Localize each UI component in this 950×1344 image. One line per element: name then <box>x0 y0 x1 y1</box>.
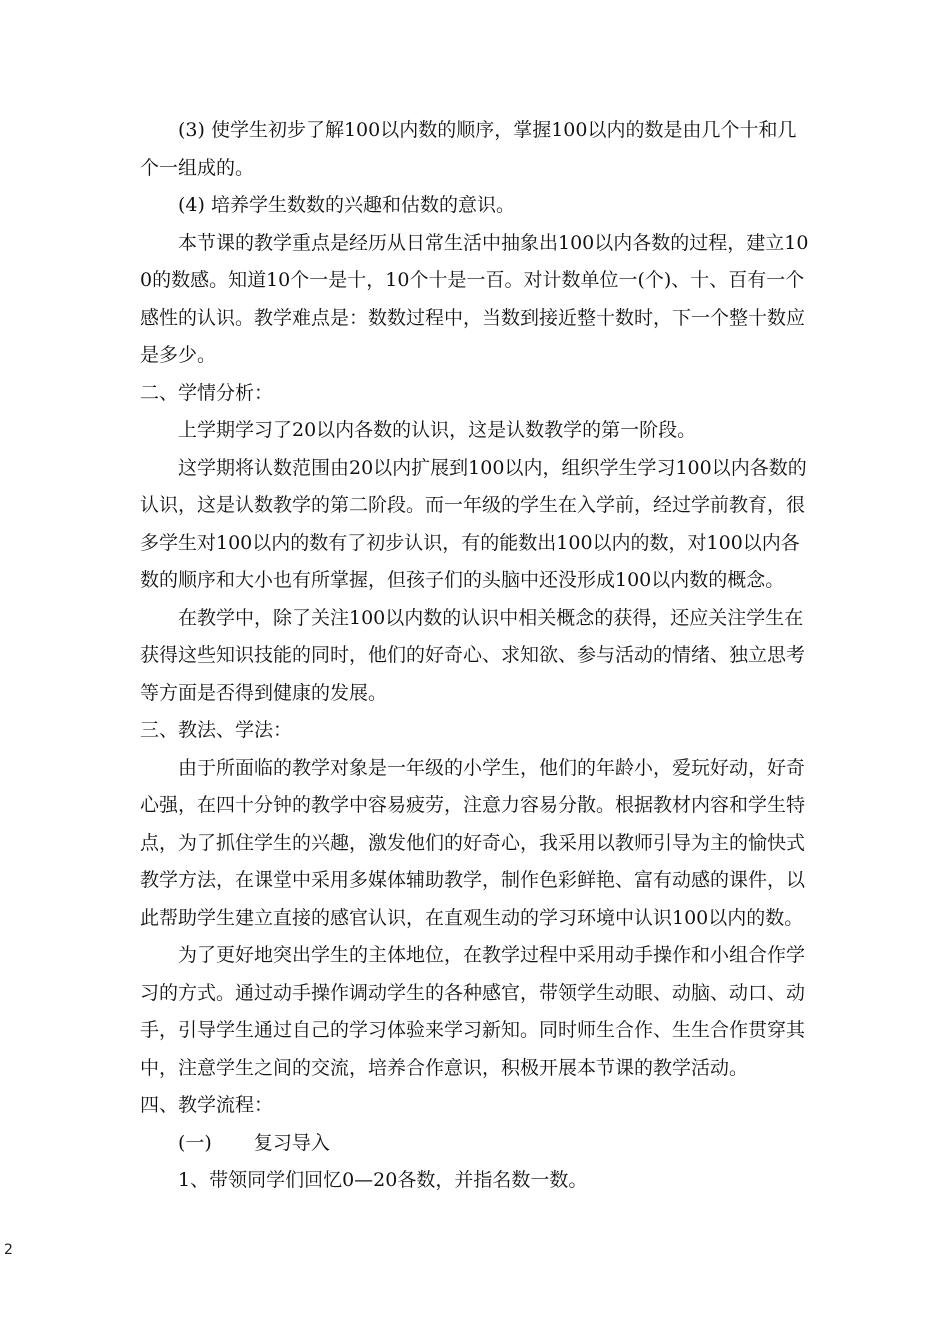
paragraph-line: 个一组成的。 <box>140 156 255 179</box>
paragraph-line: (4) 培养学生数数的兴趣和估数的意识。 <box>178 194 515 216</box>
paragraph-line: (3) 使学生初步了解100以内数的顺序，掌握100以内的数是由几个十和几 <box>178 119 797 141</box>
paragraph-line: 此帮助学生建立直接的感官认识，在直观生动的学习环境中认识100以内的数。 <box>140 906 804 929</box>
paragraph-line: 上学期学习了20以内各数的认识，这是认数教学的第一阶段。 <box>178 419 697 441</box>
paragraph-line: 认识，这是认数教学的第二阶段。而一年级的学生在入学前，经过学前教育，很 <box>140 494 806 516</box>
paragraph-line: 多学生对100以内的数有了初步认识，有的能数出100以内的数，对100以内各 <box>140 531 800 554</box>
paragraph-line: 中，注意学生之间的交流，培养合作意识，积极开展本节课的教学活动。 <box>140 1056 749 1079</box>
section-heading-teaching-methods: 三、教法、学法： <box>140 719 293 741</box>
subheading-number: (一) <box>178 1131 212 1154</box>
paragraph-line: 本节课的教学重点是经历从日常生活中抽象出100以内各数的过程，建立10 <box>178 231 809 254</box>
paragraph-line: 数的顺序和大小也有所掌握，但孩子们的头脑中还没形成100以内数的概念。 <box>140 569 785 591</box>
paragraph-line: 是多少。 <box>140 344 217 366</box>
paragraph-line: 习的方式。通过动手操作调动学生的各种感官，带领学生动眼、动脑、动口、动 <box>140 981 806 1004</box>
paragraph-line: 由于所面临的教学对象是一年级的小学生，他们的年龄小，爱玩好动，好奇 <box>178 756 806 779</box>
paragraph-line: 等方面是否得到健康的发展。 <box>140 681 388 704</box>
paragraph-line: 在教学中，除了关注100以内数的认识中相关概念的获得，还应关注学生在 <box>178 606 804 629</box>
section-heading-teaching-process: 四、教学流程： <box>140 1094 274 1116</box>
paragraph-line: 点，为了抓住学生的兴趣，激发他们的好奇心，我采用以教师引导为主的愉快式 <box>140 831 806 854</box>
paragraph-line: 手，引导学生通过自己的学习体验来学习新知。同时师生合作、生生合作贯穿其 <box>140 1019 806 1041</box>
subheading-review <box>140 1125 812 1163</box>
subheading-title: 复习导入 <box>253 1131 330 1154</box>
page-number: 2 <box>4 1242 13 1258</box>
paragraph-line: 0的数感。知道10个一是十，10个十是一百。对计数单位一(个)、十、百有一个 <box>140 269 805 291</box>
paragraph-line: 获得这些知识技能的同时，他们的好奇心、求知欲、参与活动的情绪、独立思考 <box>140 644 806 666</box>
paragraph-line: 感性的认识。教学难点是：数数过程中，当数到接近整十数时，下一个整十数应 <box>140 306 806 329</box>
section-heading-learning-analysis: 二、学情分析： <box>140 381 274 404</box>
paragraph-line: 为了更好地突出学生的主体地位，在教学过程中采用动手操作和小组合作学 <box>178 944 806 966</box>
paragraph-line: 心强，在四十分钟的教学中容易疲劳，注意力容易分散。根据教材内容和学生特 <box>140 794 806 816</box>
document-body <box>140 112 812 1200</box>
paragraph-line: 这学期将认数范围由20以内扩展到100以内，组织学生学习100以内各数的 <box>178 456 807 479</box>
paragraph-line: 教学方法，在课堂中采用多媒体辅助教学，制作色彩鲜艳、富有动感的课件，以 <box>140 869 806 891</box>
paragraph-line: 1、带领同学们回忆0—20各数，并指名数一数。 <box>178 1169 588 1191</box>
